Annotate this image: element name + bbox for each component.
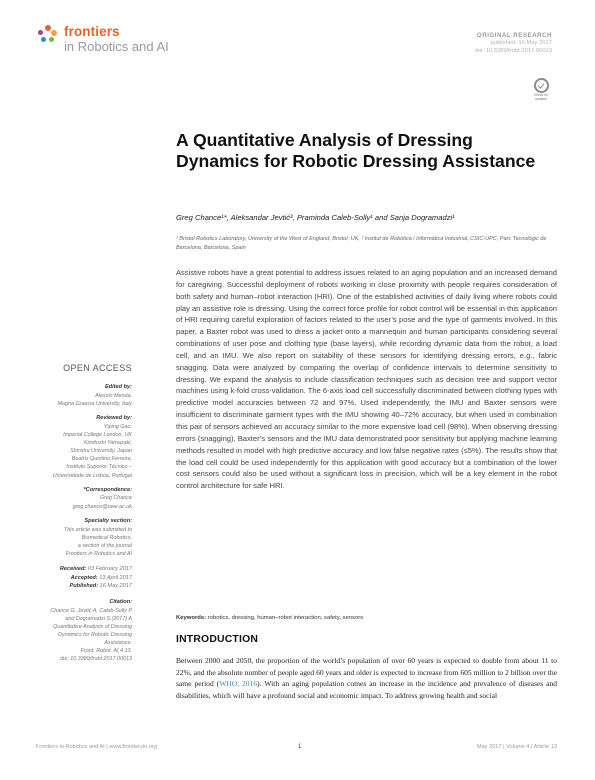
article-dates — [0, 565, 132, 591]
published-date: published: 16 May 2017 — [490, 40, 552, 47]
reviewed-by — [0, 415, 132, 480]
specialty-line: This article was submitted to — [63, 526, 132, 533]
citation-line: Assistance. — [104, 640, 132, 647]
keywords — [176, 615, 557, 621]
correspondence-email-link[interactable]: greg.chance@uwe.ac.uk — [72, 503, 132, 510]
published-label: Published: — [69, 583, 99, 590]
citation-line: Chance G, Jevtić A, Caleb-Solly P — [50, 607, 132, 614]
footer-volume-info: May 2017 | Volume 4 | Article 13 — [476, 744, 557, 750]
citation-label: Citation: — [109, 598, 132, 605]
introduction-paragraph — [176, 655, 557, 702]
edited-by-line: Magna Graecia University, Italy — [57, 400, 132, 407]
citation-line: Quantitative Analysis of Dressing — [53, 623, 132, 630]
accepted-value: 13 April 2017 — [99, 574, 132, 581]
article-type: ORIGINAL RESEARCH — [476, 32, 552, 39]
specialty-line: a section of the journal — [77, 542, 132, 549]
citation-line: and Dogramadzi S (2017) A — [65, 615, 132, 622]
reviewer-line: Kimitoshi Yamazaki, — [83, 440, 132, 447]
keywords-label: Keywords: — [176, 615, 207, 621]
reviewer-line: Yiping Gao, — [103, 423, 132, 430]
check-updates-label: Check for updates — [533, 93, 549, 101]
article-title: A Quantitative Analysis of Dressing Dynamics for Robotic Dressing Assistance — [176, 130, 536, 172]
correspondence-name: Greg Chance — [99, 495, 132, 502]
accepted-date — [0, 574, 132, 583]
citation-link-who[interactable]: WHO, 2016 — [219, 679, 258, 689]
page-number: 1 — [298, 744, 302, 750]
keywords-text: robotics, dressing, human–robot interaction, safety, sensors — [207, 615, 364, 621]
author-list: Greg Chance¹*, Aleksandar Jevtić², Praminda Caleb-Solly¹ and Sanja Dogramadzi¹ — [176, 213, 455, 222]
intro-text-after: ). With an aging population comes an increase in the incidence and prevalence of diseases and disabilities, which will have a profound social and economic impact. To address growing health and social — [176, 679, 558, 701]
edited-by — [0, 384, 132, 408]
received-date — [0, 565, 132, 574]
footer-journal-link[interactable]: Frontiers in Robotics and AI | www.frontiersin.org — [36, 744, 157, 750]
received-label: Received: — [59, 565, 87, 572]
check-for-updates-button[interactable] — [530, 78, 552, 104]
citation — [0, 599, 132, 664]
reviewer-line: Instituto Superior Técnico – — [66, 464, 132, 471]
citation-doi-link[interactable]: doi: 10.3389/frobt.2017.00013 — [60, 656, 132, 663]
published-value: 16 May 2017 — [99, 583, 132, 590]
doi-link[interactable]: doi: 10.3389/frobt.2017.00013 — [474, 48, 552, 55]
received-value: 03 February 2017 — [87, 565, 132, 572]
reviewer-line: Beatriz Quintino Ferreira, — [71, 456, 132, 463]
correspondence — [0, 487, 132, 511]
logo-brand: frontiers — [64, 24, 120, 39]
article-meta — [475, 32, 552, 56]
edited-by-line: Alessio Merola, — [95, 392, 132, 399]
journal-logo[interactable] — [36, 25, 169, 53]
check-updates-icon — [534, 78, 549, 93]
accepted-label: Accepted: — [70, 574, 98, 581]
citation-line: Dynamics for Robotic Dressing — [58, 632, 132, 639]
reviewer-line: Universidade de Lisboa, Portugal — [52, 472, 132, 479]
frontiers-logo-icon — [36, 25, 60, 47]
specialty-line: Frontiers in Robotics and AI — [65, 550, 132, 557]
specialty-section — [0, 518, 132, 558]
article-sidebar — [0, 363, 132, 671]
affiliations: ¹ Bristol Robotics Laboratory, University of the West of England, Bristol, UK, ² Institut de Robòtica i Informàtica Industrial, CSIC-UPC, Parc Tecnològic de Barcelona, Barcelona, Spain — [176, 236, 547, 251]
correspondence-label: *Correspondence: — [83, 486, 132, 493]
open-access-badge: OPEN ACCESS — [63, 363, 132, 373]
reviewer-line: Shinshu University, Japan — [70, 448, 132, 455]
logo-journal-name: in Robotics and AI — [64, 38, 169, 54]
citation-line: Front. Robot. AI 4:13. — [80, 648, 132, 655]
abstract: Assistive robots have a great potential to address issues related to an aging population and an increased demand for caregiving. Successful deployment of robots working in close proximity with people requires consideration of both safety and human–robot interaction (HRI). One of the established activities of daily living where robots could play an assistive role is dressing. Using the correct force profile for robot control will be essential in this application of HRI requiring careful exploration of factors related to the user’s pose and the type of garments involved. In this paper, a Baxter robot was used to dress a jacket onto a mannequin and human participants considering several combinations of user pose and clothing type (base layers), while recording dynamic data from the robot, a load cell, and an IMU. We also report on suitability of these sensors for identifying dressing errors, e.g., fabric snagging. Data were analyzed by comparing the overlap of confidence intervals to determine sensitivity to dressing. We expand the analysis to include classification techniques such as decision tree and support vector machines using k-fold cross-validation. The 6-axis load cell successfully discriminated between clothing types with predictive model accuracies between 72 and 97%. Used independently, the IMU and Baxter sensors were insufficient to discriminate garment types with the IMU showing 40–72% accuracy, but when used in combination this pair of sensors achieved an accuracy similar to the more expensive load cell (98%). When observing dressing errors (snagging), Baxter’s sensors and the IMU data demonstrated poor sensitivity but applying machine learning methods resulted in model with high predictive accuracy and low false negative rates (≤5%). The results show that the load cell could be used independently for this application with good accuracy but a combination of the lower cost sensors could also be used without a significant loss in precision, which will be a key element in the robot control architecture for safe HRI. — [176, 268, 557, 491]
published-date-sidebar — [0, 582, 132, 591]
section-heading-introduction: INTRODUCTION — [176, 634, 259, 645]
intro-text-before: Between 2000 and 2050, the proportion of the world’s population of over 60 years is expected to double from about 11 to 22%, and the absolute number of people aged 60 years and older is expected to increase from 605 million to 2 billion over the same period ( — [176, 656, 557, 689]
specialty-line: Biomedical Robotics, — [81, 534, 132, 541]
edited-by-label: Edited by: — [104, 384, 132, 390]
specialty-label: Specialty section: — [84, 517, 132, 524]
reviewed-by-label: Reviewed by: — [96, 415, 132, 422]
reviewer-line: Imperial College London, UK — [63, 431, 132, 438]
